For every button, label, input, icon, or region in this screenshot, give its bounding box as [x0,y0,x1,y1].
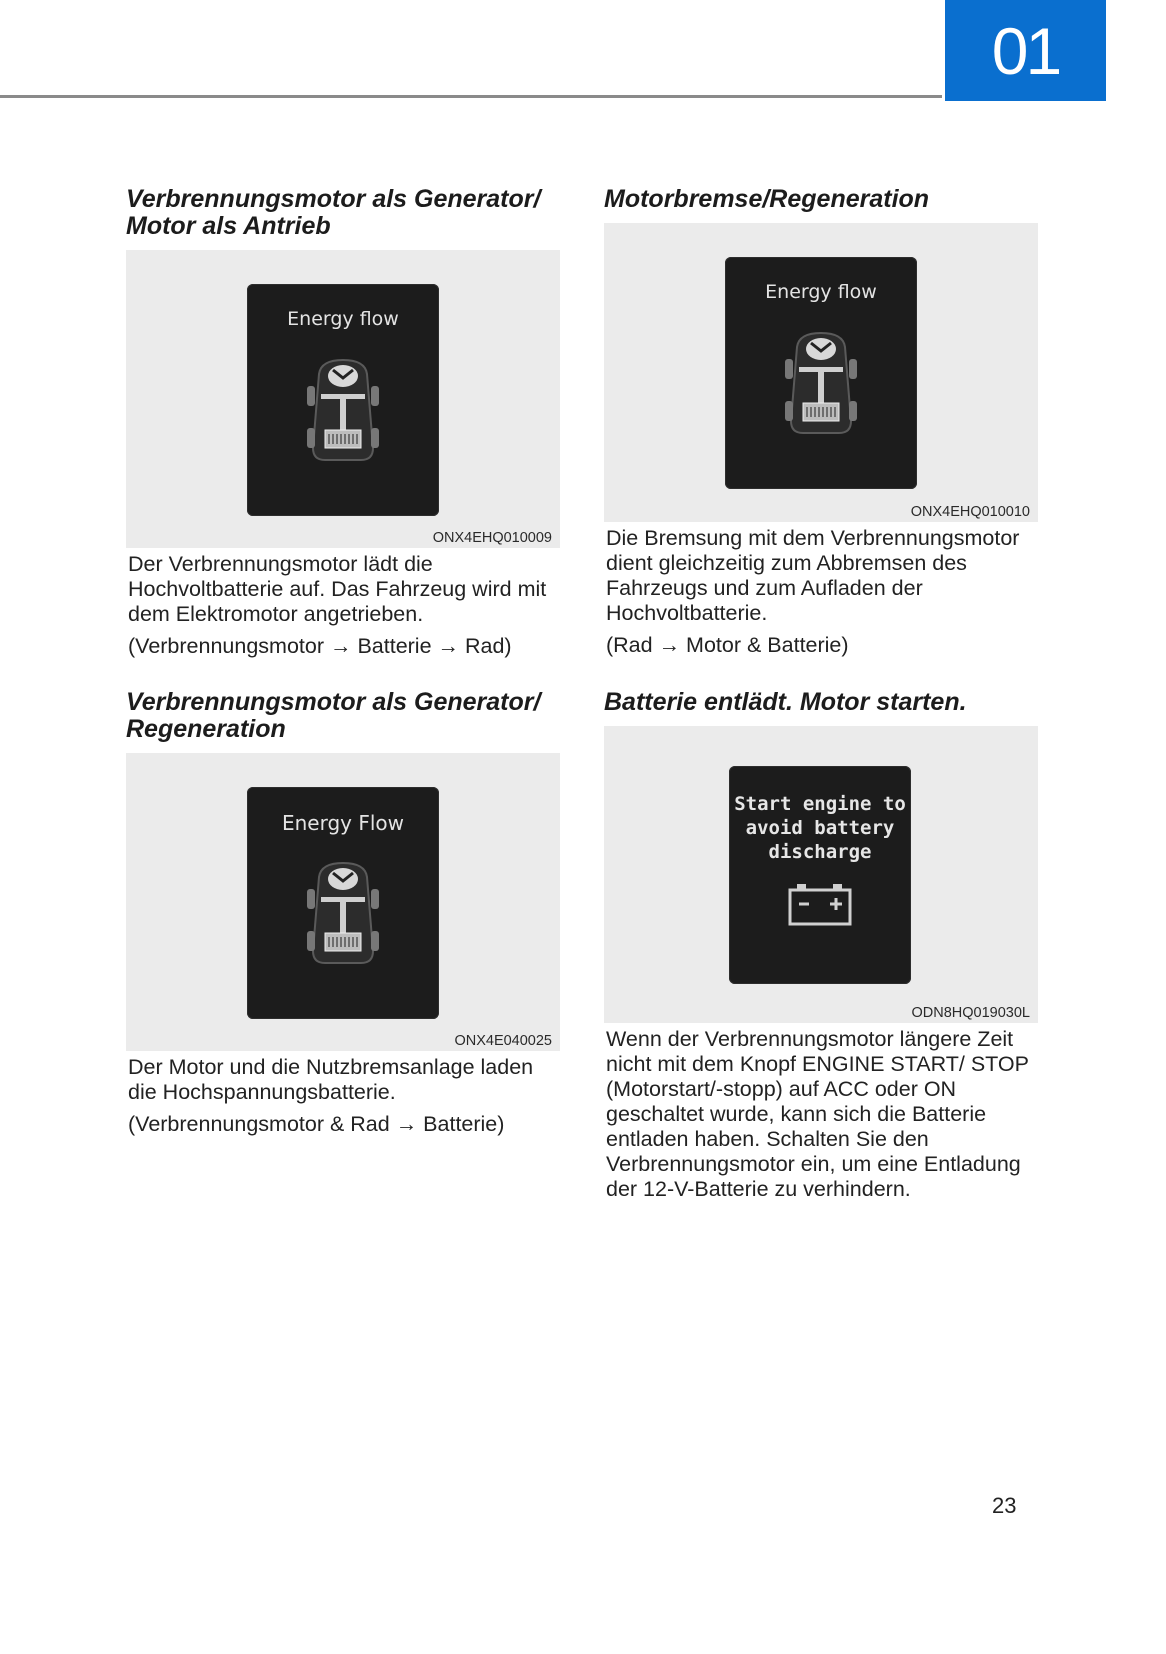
screen-title: Energy flow [287,308,399,330]
energy-flow-figure [604,223,1038,522]
section-title: Verbrennungsmotor als Generator/ Regeneration [126,688,541,743]
flow-text: (Verbrennungsmotor & Rad → Batterie) [128,1112,505,1136]
battery-icon [787,882,853,928]
description-text: Wenn der Verbrennungsmotor längere Zeit nicht mit dem Knopf ENGINE START/ STOP (Motorstart/-stopp) auf ACC oder ON geschaltet wurde, kann sich die Batterie entladen haben. Schalten Sie den Verbrennungsmotor ein, um eine Entladung der 12-V-Batterie zu verhindern. [606,1027,1029,1201]
figure-code: ONX4EHQ010010 [910,504,1030,520]
section-engine-brake [604,186,1038,665]
warning-message: Start engine to avoid battery discharge [734,793,906,863]
section-battery-discharge [604,689,1038,1209]
description-text: Der Motor und die Nutzbremsanlage laden die Hochspannungsbatterie. [128,1055,534,1104]
cluster-screen [247,284,439,516]
section-title: Batterie entlädt. Motor starten. [604,688,967,716]
figure-code: ONX4E040025 [454,1033,552,1049]
warning-figure [604,726,1038,1023]
flow-text: (Verbrennungsmotor → Batterie → Rad) [128,634,512,658]
chapter-badge: 01 [945,0,1106,101]
figure-code: ODN8HQ019030L [911,1005,1030,1021]
section-body [128,1055,560,1137]
header-rule [0,95,942,98]
cluster-screen [247,787,439,1019]
energy-flow-figure [126,250,560,548]
vehicle-energy-flow-icon [303,356,383,466]
section-body [606,1027,1038,1202]
screen-title: Energy Flow [281,811,405,835]
section-generator-regeneration [126,689,560,1144]
cluster-screen [729,766,911,984]
description-text: Die Bremsung mit dem Verbrennungsmotor dient gleichzeitig zum Abbremsen des Fahrzeugs und zum Aufladen der Hochvoltbatterie. [606,526,1020,625]
vehicle-energy-flow-icon [781,329,861,439]
section-title: Motorbremse/Regeneration [604,185,930,213]
cluster-screen [725,257,917,489]
flow-text: (Rad → Motor & Batterie) [606,633,849,657]
section-title: Verbrennungsmotor als Generator/ Motor als Antrieb [126,185,541,240]
page-number: 23 [992,1493,1017,1518]
section-body [606,526,1038,658]
energy-flow-figure [126,753,560,1051]
section-generator-drive [126,186,560,666]
vehicle-energy-flow-icon [303,859,383,969]
figure-code: ONX4EHQ010009 [432,530,552,546]
description-text: Der Verbrennungsmotor lädt die Hochvoltbatterie auf. Das Fahrzeug wird mit dem Elektromotor angetrieben. [128,552,547,626]
section-body [128,552,560,659]
screen-title: Energy flow [765,281,877,303]
